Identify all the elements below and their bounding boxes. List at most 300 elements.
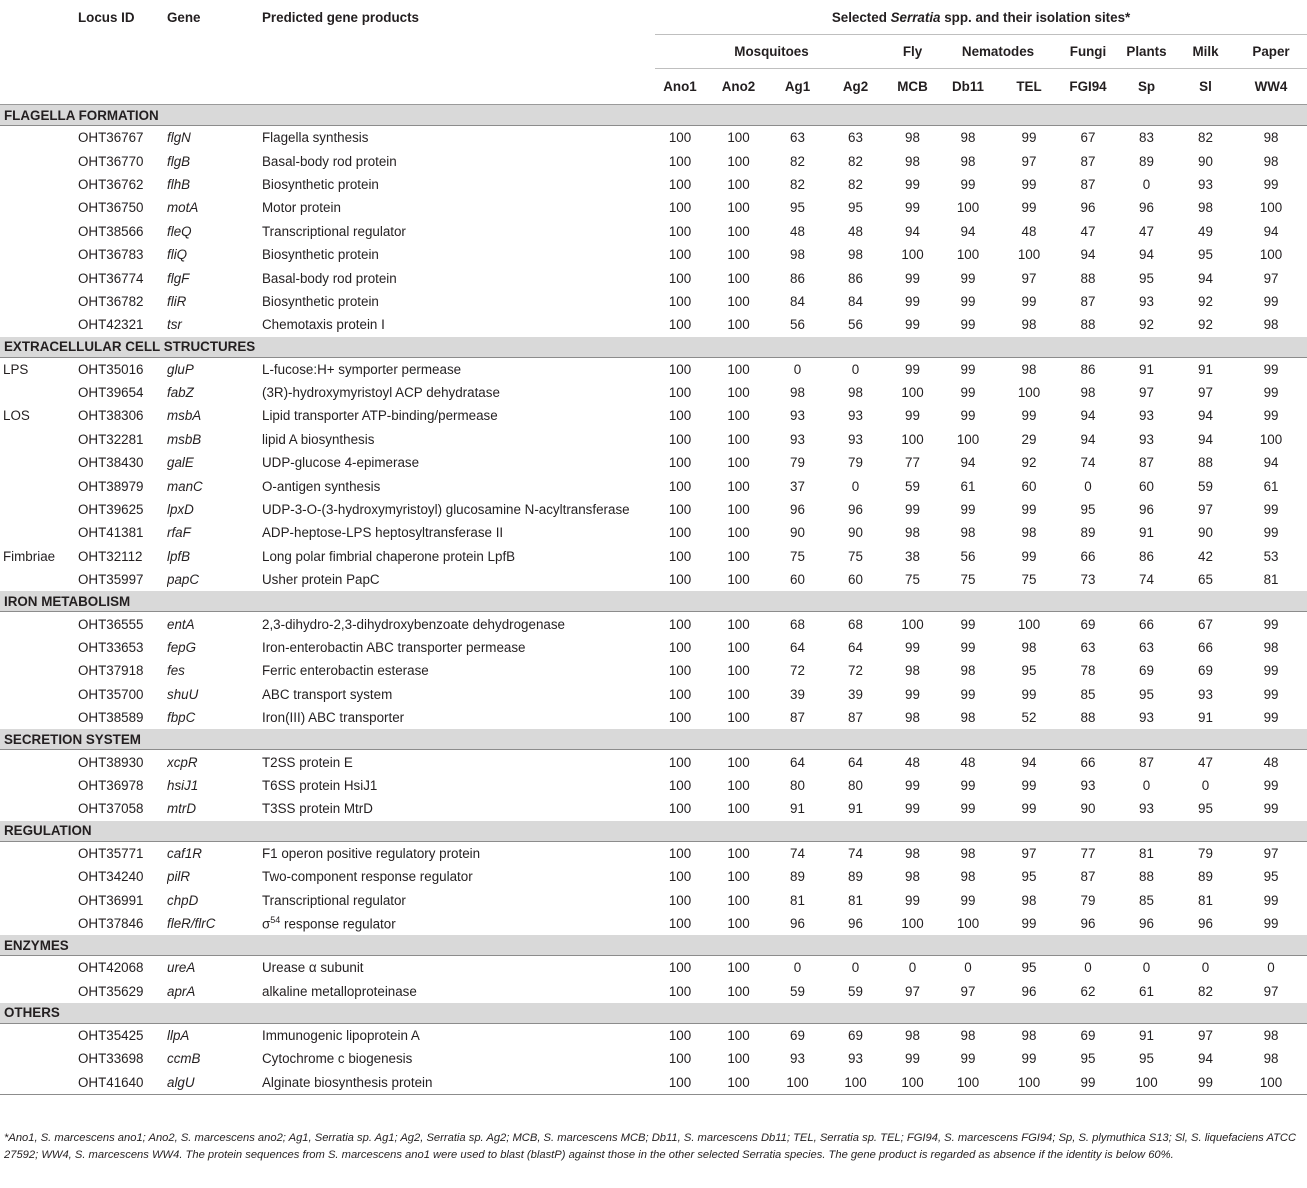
identity-value-cell: 100 [668,777,692,793]
product-cell: UDP-glucose 4-epimerase [262,455,420,471]
row-category-label [0,313,78,336]
identity-value-cell: 98 [960,153,976,169]
identity-value-cell: 99 [905,1051,920,1067]
identity-value-cell: 99 [1021,176,1037,192]
locus-id-cell: OHT37918 [78,663,144,679]
identity-value-cell: 93 [1139,431,1154,447]
identity-value-cell: 100 [705,1071,772,1095]
identity-value-cell: 98 [1263,317,1279,333]
row-category-label [0,290,78,313]
identity-value-cell: 48 [848,223,863,239]
identity-value-cell: 88 [1139,869,1154,885]
gene-cell: msbA [167,408,202,424]
identity-value-cell: 67 [1080,130,1096,146]
strain-header: MCB [888,69,937,105]
identity-value-cell: 87 [1080,153,1096,169]
identity-value-cell: 100 [727,915,750,931]
identity-value-cell: 99 [1263,777,1279,793]
identity-value-cell: 98 [905,845,920,861]
identity-value-cell: 66 [1198,640,1213,655]
identity-value-cell: 100 [727,845,750,861]
identity-value-cell: 100 [655,1071,705,1095]
identity-value-cell: 37 [790,478,805,494]
identity-value-cell: 98 [960,130,976,146]
product-cell: Long polar fimbrial chaperone protein LpfB [262,548,516,564]
identity-value-cell: 99 [1263,385,1279,401]
product-cell: T2SS protein E [262,754,353,770]
table-row [0,706,1307,729]
identity-value-cell: 95 [1021,960,1037,976]
identity-value-cell: 86 [1139,548,1154,564]
locus-id-cell: OHT36762 [78,176,144,192]
identity-value-cell: 95 [1021,663,1037,679]
identity-value-cell: 0 [1267,960,1275,976]
identity-value-cell: 97 [1021,270,1037,286]
identity-value-cell: 100 [727,548,750,564]
identity-value-cell: 98 [1263,130,1279,146]
identity-value-cell: 100 [999,1071,1059,1095]
identity-value-cell: 79 [790,455,805,471]
row-category-label [0,243,78,266]
identity-value-cell: 90 [790,525,805,541]
identity-value-cell: 100 [901,247,924,263]
identity-value-cell: 90 [1198,153,1213,169]
identity-value-cell: 100 [956,247,980,263]
identity-value-cell: 95 [1139,686,1154,702]
identity-value-cell: 97 [1021,153,1037,169]
identity-value-cell: 95 [848,200,863,216]
identity-value-cell: 96 [1198,915,1213,931]
identity-value-cell: 100 [901,915,924,931]
row-category-label [0,750,78,773]
identity-value-cell: 100 [1235,1071,1307,1095]
identity-value-cell: 92 [1021,455,1037,471]
strain-header: Ag1 [772,69,823,105]
row-category-label [0,474,78,497]
identity-value-cell: 87 [1080,869,1096,885]
identity-value-cell: 94 [960,455,976,471]
section-title: IRON METABOLISM [0,591,1307,612]
identity-value-cell: 89 [1080,525,1096,541]
table-row [0,521,1307,544]
identity-value-cell: 94 [1198,431,1213,447]
identity-value-cell: 79 [848,455,863,471]
gene-cell: fes [167,663,185,679]
identity-value-cell: 100 [727,176,750,192]
identity-value-cell: 91 [1198,361,1213,377]
identity-value-cell: 100 [1017,616,1041,632]
identity-value-cell: 100 [668,408,692,424]
identity-value-cell: 81 [790,892,805,908]
identity-value-cell: 99 [1263,915,1279,931]
product-cell: 2,3-dihydro-2,3-dihydroxybenzoate dehydrogenase [262,616,565,632]
identity-value-cell: 99 [1021,801,1037,817]
identity-value-cell: 80 [848,777,863,793]
identity-value-cell: 97 [1021,845,1037,861]
product-cell: Usher protein PapC [262,572,380,588]
header-selected: Selected Serratia spp. and their isolation sites* [655,0,1307,35]
identity-value-cell: 48 [1263,754,1279,770]
identity-value-cell: 100 [1259,431,1283,447]
table-row [0,568,1307,591]
identity-value-cell: 99 [1263,408,1279,424]
identity-value-cell: 93 [848,408,863,424]
identity-value-cell: 99 [960,317,976,333]
identity-value-cell: 67 [1198,616,1213,632]
identity-value-cell: 90 [1198,525,1213,541]
identity-value-cell: 100 [668,200,692,216]
identity-value-cell: 38 [905,548,920,564]
identity-value-cell: 98 [1021,640,1037,655]
product-cell: Biosynthetic protein [262,247,379,263]
identity-value-cell: 100 [668,710,692,726]
identity-value-cell: 89 [790,869,805,885]
identity-value-cell: 93 [1198,686,1213,702]
identity-value-cell: 82 [848,153,863,169]
locus-id-cell: OHT42068 [78,960,144,976]
locus-id-cell: OHT41640 [78,1071,167,1095]
identity-value-cell: 100 [668,754,692,770]
identity-value-cell: 93 [1139,293,1154,309]
identity-value-cell: 94 [1263,455,1279,471]
identity-value-cell: 83 [1139,130,1154,146]
identity-value-cell: 72 [790,663,805,679]
identity-value-cell: 99 [905,361,920,377]
identity-value-cell: 99 [960,293,976,309]
locus-id-cell: OHT32112 [78,548,143,564]
gene-cell: flhB [167,176,191,192]
identity-value-cell: 86 [790,270,805,286]
locus-id-cell: OHT35700 [78,686,144,702]
identity-value-cell: 99 [905,801,920,817]
header-row-title [0,0,1307,35]
identity-value-cell: 0 [1142,777,1151,793]
identity-value-cell: 98 [960,869,976,885]
table-row [0,842,1307,865]
table-row [0,865,1307,888]
identity-value-cell: 87 [1080,293,1096,309]
identity-value-cell: 99 [905,293,920,309]
identity-value-cell: 100 [727,293,750,309]
identity-value-cell: 99 [905,176,920,192]
identity-value-cell: 94 [1139,247,1154,263]
identity-value-cell: 96 [848,915,863,931]
locus-id-cell: OHT36774 [78,270,144,286]
row-category-label [0,126,78,149]
identity-value-cell: 100 [668,431,692,447]
identity-value-cell: 100 [727,801,750,817]
row-category-label [0,381,78,404]
row-category-label [0,196,78,219]
strain-header: Ag2 [823,69,888,105]
identity-value-cell: 61 [1263,478,1279,494]
identity-value-cell: 100 [668,455,692,471]
identity-value-cell: 100 [727,153,750,169]
identity-value-cell: 95 [1139,270,1154,286]
identity-value-cell: 100 [668,130,692,146]
row-category-label [0,912,78,935]
identity-value-cell: 60 [848,572,863,588]
identity-value-cell: 100 [727,385,750,401]
table-row [0,956,1307,979]
locus-id-cell: OHT33698 [78,1051,144,1067]
strain-header: TEL [999,69,1059,105]
table-row [0,428,1307,451]
product-cell: Flagella synthesis [262,130,369,146]
identity-value-cell: 100 [727,525,750,541]
row-category-label [0,774,78,797]
group-header: Fungi [1059,35,1117,69]
product-cell: Chemotaxis protein I [262,317,385,333]
identity-value-cell: 91 [848,801,863,817]
identity-value-cell: 60 [790,572,805,588]
identity-value-cell: 99 [1263,801,1279,817]
identity-value-cell: 99 [1263,663,1279,679]
section-header-row [0,1003,1307,1024]
identity-value-cell: 63 [1139,640,1154,655]
identity-value-cell: 47 [1198,754,1213,770]
table-row [0,290,1307,313]
identity-value-cell: 69 [790,1028,805,1044]
locus-id-cell: OHT38979 [78,478,144,494]
identity-value-cell: 87 [790,710,805,726]
gene-cell: fliQ [167,247,188,263]
identity-value-cell: 91 [1139,361,1154,377]
identity-value-cell: 56 [790,317,805,333]
identity-value-cell: 82 [790,176,805,192]
identity-value-cell: 95 [1198,801,1213,817]
identity-value-cell: 100 [727,777,750,793]
identity-value-cell: 92 [1198,317,1213,333]
locus-id-cell: OHT37058 [78,801,144,817]
identity-value-cell: 95 [790,200,805,216]
identity-value-cell: 56 [960,548,976,564]
identity-value-cell: 88 [1198,455,1213,471]
identity-value-cell: 100 [668,960,692,976]
identity-value-cell: 49 [1198,223,1213,239]
identity-value-cell: 73 [1080,572,1096,588]
identity-value-cell: 93 [790,408,805,424]
identity-value-cell: 99 [1263,361,1279,377]
identity-value-cell: 91 [1139,1028,1154,1044]
identity-value-cell: 80 [790,777,805,793]
identity-value-cell: 100 [668,1028,692,1044]
gene-cell: flgB [167,153,191,169]
group-header: Milk [1176,35,1235,69]
table-row [0,774,1307,797]
identity-value-cell: 100 [727,270,750,286]
product-superscript: 54 [270,915,281,926]
row-category-label [0,266,78,289]
locus-id-cell: OHT38566 [78,223,144,239]
row-category-label [0,149,78,172]
table-row [0,358,1307,381]
product-cell: ABC transport system [262,686,393,702]
row-category-label [0,659,78,682]
identity-value-cell: 98 [960,710,976,726]
product-cell: (3R)-hydroxymyristoyl ACP dehydratase [262,385,500,401]
identity-value-cell: 96 [1021,983,1037,999]
identity-value-cell: 66 [1080,754,1096,770]
identity-value-cell: 93 [790,431,805,447]
identity-value-cell: 0 [793,361,802,377]
identity-value-cell: 69 [848,1028,863,1044]
identity-value-cell: 59 [1198,478,1213,494]
identity-value-cell: 100 [668,176,692,192]
identity-value-cell: 75 [790,548,805,564]
product-cell: Immunogenic lipoprotein A [262,1028,420,1044]
identity-value-cell: 53 [1263,548,1279,564]
identity-value-cell: 91 [1198,710,1213,726]
identity-value-cell: 98 [1198,200,1213,216]
strain-header: Ano2 [705,69,772,105]
gene-cell: lpxD [167,502,194,518]
locus-id-cell: OHT36991 [78,892,144,908]
strain-header: Sp [1117,69,1176,105]
table-row [0,1071,1307,1095]
identity-value-cell: 100 [727,1028,750,1044]
row-category-label [0,706,78,729]
identity-value-cell: 91 [790,801,805,817]
table-row [0,545,1307,568]
identity-value-cell: 0 [1201,960,1210,976]
identity-value-cell: 56 [848,317,863,333]
identity-value-cell: 100 [727,247,750,263]
table-row [0,451,1307,474]
identity-value-cell: 98 [1263,1051,1279,1067]
gene-cell: galE [167,455,194,471]
strain-header: FGI94 [1059,69,1117,105]
identity-value-cell: 90 [1080,801,1096,817]
identity-value-cell: 100 [727,223,750,239]
identity-value-cell: 93 [1139,408,1154,424]
gene-cell: chpD [167,892,199,908]
row-category-label [0,521,78,544]
identity-value-cell: 63 [790,130,805,146]
identity-value-cell: 97 [1263,270,1279,286]
identity-value-cell: 100 [668,686,692,702]
identity-value-cell: 48 [905,754,920,770]
identity-value-cell: 98 [848,247,863,263]
row-category-label [0,842,78,865]
identity-value-cell: 97 [1263,983,1279,999]
identity-value-cell: 100 [727,663,750,679]
identity-value-cell: 93 [790,1051,805,1067]
product-cell: ADP-heptose-LPS heptosyltransferase II [262,525,504,541]
row-category-label [0,451,78,474]
group-header: Fly [888,35,937,69]
row-category-label [0,956,78,979]
identity-value-cell: 69 [1139,663,1154,679]
group-header: Paper [1235,35,1307,69]
section-title: SECRETION SYSTEM [0,729,1307,750]
identity-value-cell: 39 [848,686,863,702]
identity-value-cell: 84 [848,293,863,309]
identity-value-cell: 99 [960,616,976,632]
identity-value-cell: 94 [1080,431,1096,447]
gene-cell: entA [167,616,195,632]
identity-value-cell: 88 [1080,270,1096,286]
locus-id-cell: OHT32281 [78,431,144,447]
product-cell: Transcriptional regulator [262,223,406,239]
row-category-label [0,1024,78,1047]
identity-value-cell: 99 [905,200,920,216]
identity-value-cell: 99 [1021,130,1037,146]
header-row-strains [0,69,1307,105]
table-row [0,683,1307,706]
identity-value-cell: 77 [905,455,920,471]
identity-value-cell: 100 [668,869,692,885]
identity-value-cell: 94 [1080,408,1096,424]
gene-cell: fepG [167,640,197,655]
identity-value-cell: 75 [960,572,976,588]
gene-cell: msbB [167,431,202,447]
identity-value-cell: 82 [1198,983,1213,999]
identity-value-cell: 86 [848,270,863,286]
identity-value-cell: 98 [960,1028,976,1044]
section-title: FLAGELLA FORMATION [0,105,1307,126]
section-title: REGULATION [0,821,1307,842]
gene-cell: aprA [167,983,196,999]
row-category-label: LOS [3,408,30,424]
identity-value-cell: 48 [1021,223,1037,239]
row-category-label [0,1047,78,1070]
identity-value-cell: 74 [1080,455,1096,471]
identity-value-cell: 85 [1080,686,1096,702]
identity-value-cell: 74 [848,845,863,861]
locus-id-cell: OHT35016 [78,361,144,377]
gene-cell: flgF [167,270,190,286]
identity-value-cell: 100 [668,572,692,588]
product-cell: F1 operon positive regulatory protein [262,845,481,861]
header-row-groups [0,35,1307,69]
identity-value-cell: 99 [905,777,920,793]
identity-value-cell: 100 [1117,1071,1176,1095]
identity-value-cell: 86 [1080,361,1096,377]
row-category-label [0,173,78,196]
identity-value-cell: 63 [848,130,863,146]
identity-value-cell: 100 [668,616,692,632]
identity-value-cell: 100 [727,1051,750,1067]
identity-value-cell: 99 [905,408,920,424]
locus-id-cell: OHT36555 [78,616,144,632]
identity-value-cell: 96 [1139,200,1154,216]
identity-value-cell: 77 [1080,845,1096,861]
identity-value-cell: 74 [1139,572,1154,588]
identity-value-cell: 100 [668,270,692,286]
identity-value-cell: 61 [960,478,976,494]
table-row [0,173,1307,196]
identity-value-cell: 52 [1021,710,1037,726]
identity-value-cell: 100 [727,892,750,908]
identity-value-cell: 98 [848,385,863,401]
identity-value-cell: 100 [668,1051,692,1067]
identity-value-cell: 99 [905,686,920,702]
product-cell: Alginate biosynthesis protein [262,1071,655,1095]
identity-value-cell: 99 [1263,686,1279,702]
identity-value-cell: 100 [1017,247,1041,263]
table-row [0,888,1307,911]
gene-cell: papC [167,572,200,588]
identity-value-cell: 100 [823,1071,888,1095]
row-category-label [0,636,78,659]
identity-value-cell: 79 [1080,892,1096,908]
identity-value-cell: 89 [1139,153,1154,169]
section-header-row [0,591,1307,612]
product-cell: T6SS protein HsiJ1 [262,777,378,793]
gene-cell: caf1R [167,845,202,861]
identity-value-cell: 0 [851,960,860,976]
